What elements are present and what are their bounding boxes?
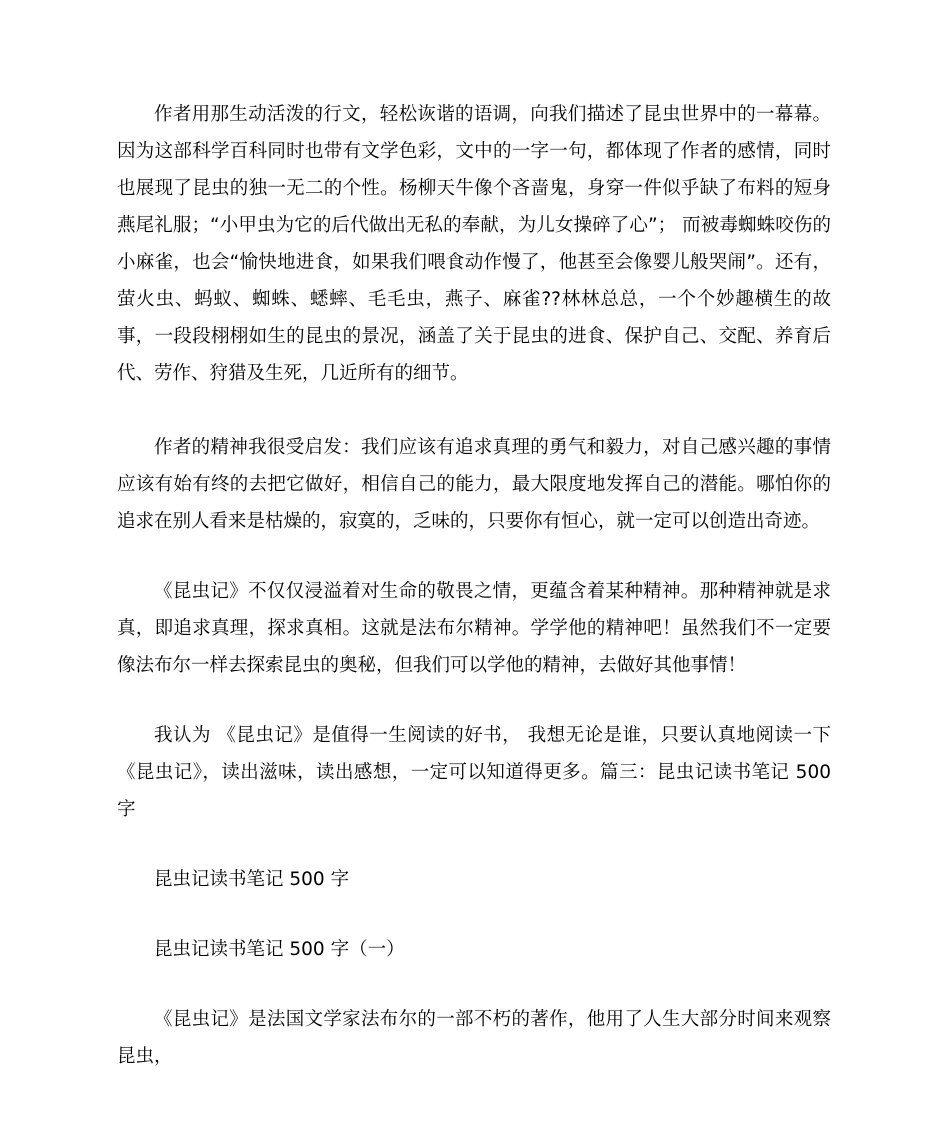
paragraph-fabre-intro: 《昆虫记》是法国文学家法布尔的一部不朽的著作，他用了人生大部分时间来观察昆虫，	[117, 1009, 831, 1067]
document-page	[117, 96, 831, 1075]
subsection-heading: 昆虫记读书笔记 500 字（一）	[154, 939, 405, 960]
paragraph-recommendation: 我认为 《昆虫记》是值得一生阅读的好书， 我想无论是谁，只要认真地阅读一下 《昆虫记》，读出滋味，读出感想，一定可以知道得更多。篇三：昆虫记读书笔记 500 字	[117, 725, 831, 820]
paragraph-insect-world-description: 作者用那生动活泼的行文，轻松诙谐的语调，向我们描述了昆虫世界中的一幕幕。因为这部科学百科同时也带有文学色彩，文中的一字一句，都体现了作者的感情，同时也展现了昆虫的独一无二的个性。杨柳天牛像个吝啬鬼，身穿一件似乎缺了布料的短身燕尾礼服；“小甲虫为它的后代做出无私的奉献，为儿女操碎了心”； 而被毒蜘蛛咬伤的小麻雀，也会“愉快地进食，如果我们喂食动作慢了，他甚至会像婴儿般哭闹”。还有，萤火虫、蚂蚁、蜘蛛、蟋蟀、毛毛虫，燕子、麻雀??林林总总，一个个妙趣横生的故事，一段段栩栩如生的昆虫的景况，涵盖了关于昆虫的进食、保护自己、交配、养育后代、劳作、狩猎及生死，几近所有的细节。	[117, 104, 831, 384]
paragraph-fabre-spirit: 《昆虫记》不仅仅浸溢着对生命的敬畏之情，更蕴含着某种精神。那种精神就是求真，即追求真理，探求真相。这就是法布尔精神。学学他的精神吧！虽然我们不一定要像法布尔一样去探索昆虫的奥秘，但我们可以学他的精神，去做好其他事情！	[117, 581, 831, 676]
paragraph-author-spirit: 作者的精神我很受启发：我们应该有追求真理的勇气和毅力，对自己感兴趣的事情应该有始有终的去把它做好，相信自己的能力，最大限度地发挥自己的潜能。哪怕你的追求在别人看来是枯燥的，寂寞的，乏味的，只要你有恒心，就一定可以创造出奇迹。	[117, 437, 831, 532]
section-heading: 昆虫记读书笔记 500 字	[154, 869, 350, 890]
